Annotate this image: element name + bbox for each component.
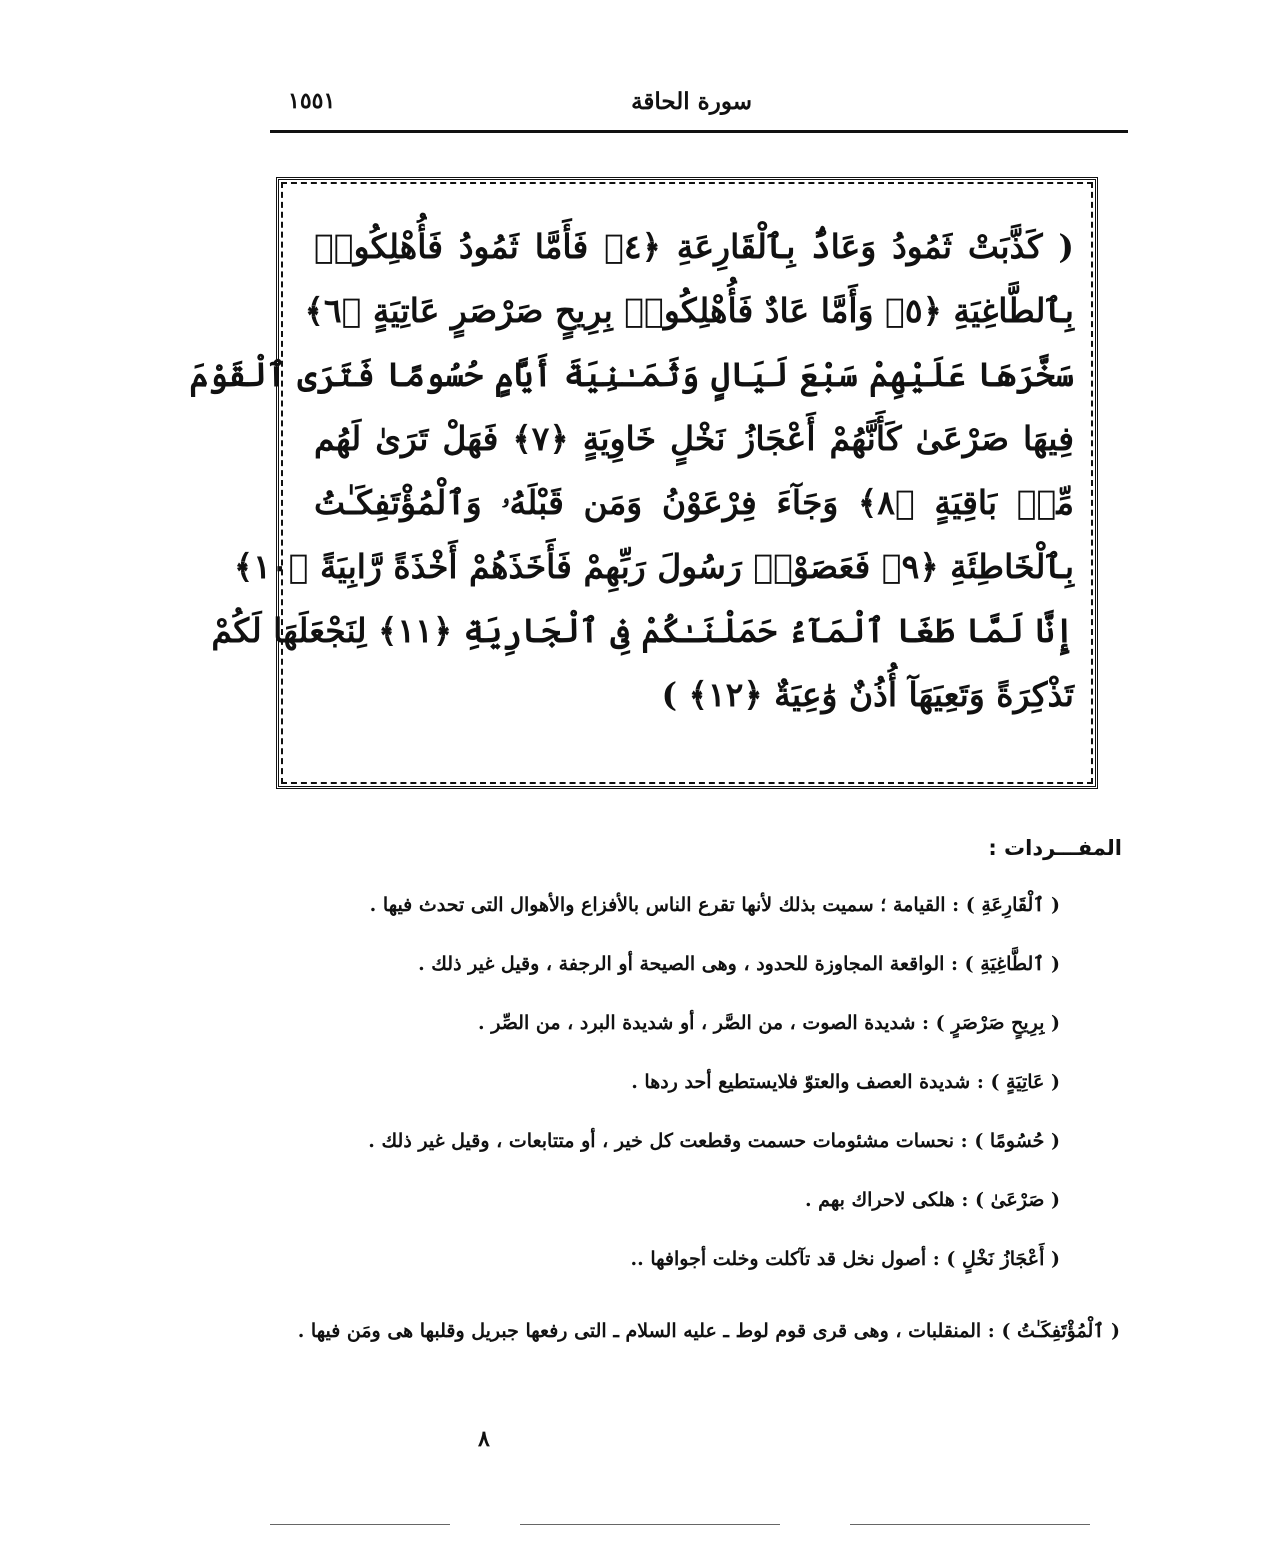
verse-line: مِّنۢ بَاقِيَةٍ ﴿٨﴾ وَجَآءَ فِرْعَوْنُ وَمَن قَبْلَهُۥ وَٱلْمُؤْتَفِكَـٰتُ: [314, 483, 1074, 522]
footer-mark: ٨: [478, 1426, 490, 1452]
scan-artifact-line: [270, 1524, 450, 1525]
glossary-heading: المفـــردات :: [988, 836, 1122, 860]
verse-line: سَخَّرَهَا عَلَيْهِمْ سَبْعَ لَيَالٍ وَثَمَـٰنِيَةَ أَيَّامٍ حُسُومًا فَتَرَى ٱلْقَوْمَ: [189, 355, 1074, 394]
verse-line: بِٱلطَّاغِيَةِ ﴿٥﴾ وَأَمَّا عَادٌ فَأُهْلِكُوا۟ بِرِيحٍ صَرْصَرٍ عَاتِيَةٍ ﴿٦﴾: [304, 291, 1074, 330]
header-divider: [270, 130, 1128, 133]
verse-line: بِٱلْخَاطِئَةِ ﴿٩﴾ فَعَصَوْا۟ رَسُولَ رَبِّهِمْ فَأَخَذَهُمْ أَخْذَةً رَّابِيَةً ﴿١٠﴾: [233, 547, 1074, 586]
page-number: ١٥٥١: [288, 88, 336, 114]
glossary-entry: ( حُسُومًا ) : نحسات مشئومات حسمت وقطعت كل خير ، أو متتابعات ، وقيل غير ذلك .: [368, 1130, 1060, 1152]
verse-block: [189, 215, 1074, 727]
verse-line: إِنَّا لَمَّا طَغَا ٱلْمَآءُ حَمَلْنَـٰكُمْ فِى ٱلْجَارِيَةِ ﴿١١﴾ لِنَجْعَلَهَا لَكُمْ: [211, 611, 1074, 650]
glossary-entry: ( أَعْجَازُ نَخْلٍ ) : أصول نخل قد تآكلت وخلت أجوافها ..: [630, 1248, 1060, 1270]
page-header: [270, 88, 1128, 128]
surah-title: سورة الحاقة: [631, 88, 752, 115]
verse-line: تَذْكِرَةً وَتَعِيَهَآ أُذُنٌ وَٰعِيَةٌ ﴿١٢﴾ ): [661, 675, 1074, 714]
glossary-entry: ( بِرِيحٍ صَرْصَرٍ ) : شديدة الصوت ، من الصَّر ، أو شديدة البرد ، من الصِّر .: [477, 1012, 1060, 1034]
glossary-entry: ( ٱلطَّاغِيَةِ ) : الواقعة المجاوزة للحدود ، وهى الصيحة أو الرجفة ، وقيل غير ذلك .: [418, 953, 1060, 975]
verse-line: ( كَذَّبَتْ ثَمُودُ وَعَادٌۢ بِٱلْقَارِعَةِ ﴿٤﴾ فَأَمَّا ثَمُودُ فَأُهْلِكُوا۟: [314, 227, 1074, 266]
glossary-entry: ( ٱلْقَارِعَةِ ) : القيامة ؛ سميت بذلك لأنها تقرع الناس بالأفزاع والأهوال التى تحدث فيها .: [369, 894, 1060, 916]
scan-artifact-line: [850, 1524, 1090, 1525]
glossary-entry: ( صَرْعَىٰ ) : هلكى لاحراك بهم .: [804, 1189, 1060, 1211]
scan-artifact-line: [520, 1524, 780, 1525]
glossary-entry: ( عَاتِيَةٍ ) : شديدة العصف والعتوّ فلايستطيع أحد ردها .: [631, 1071, 1060, 1093]
glossary-entry: ( ٱلْمُؤْتَفِكَـٰتُ ) : المنقلبات ، وهى قرى قوم لوط ـ عليه السلام ـ التى رفعها جبريل وقلبها هى ومَن فيها .: [297, 1320, 1120, 1342]
glossary-list: [250, 890, 1120, 1388]
verse-line: فِيهَا صَرْعَىٰ كَأَنَّهُمْ أَعْجَازُ نَخْلٍ خَاوِيَةٍ ﴿٧﴾ فَهَلْ تَرَىٰ لَهُم: [314, 419, 1074, 458]
